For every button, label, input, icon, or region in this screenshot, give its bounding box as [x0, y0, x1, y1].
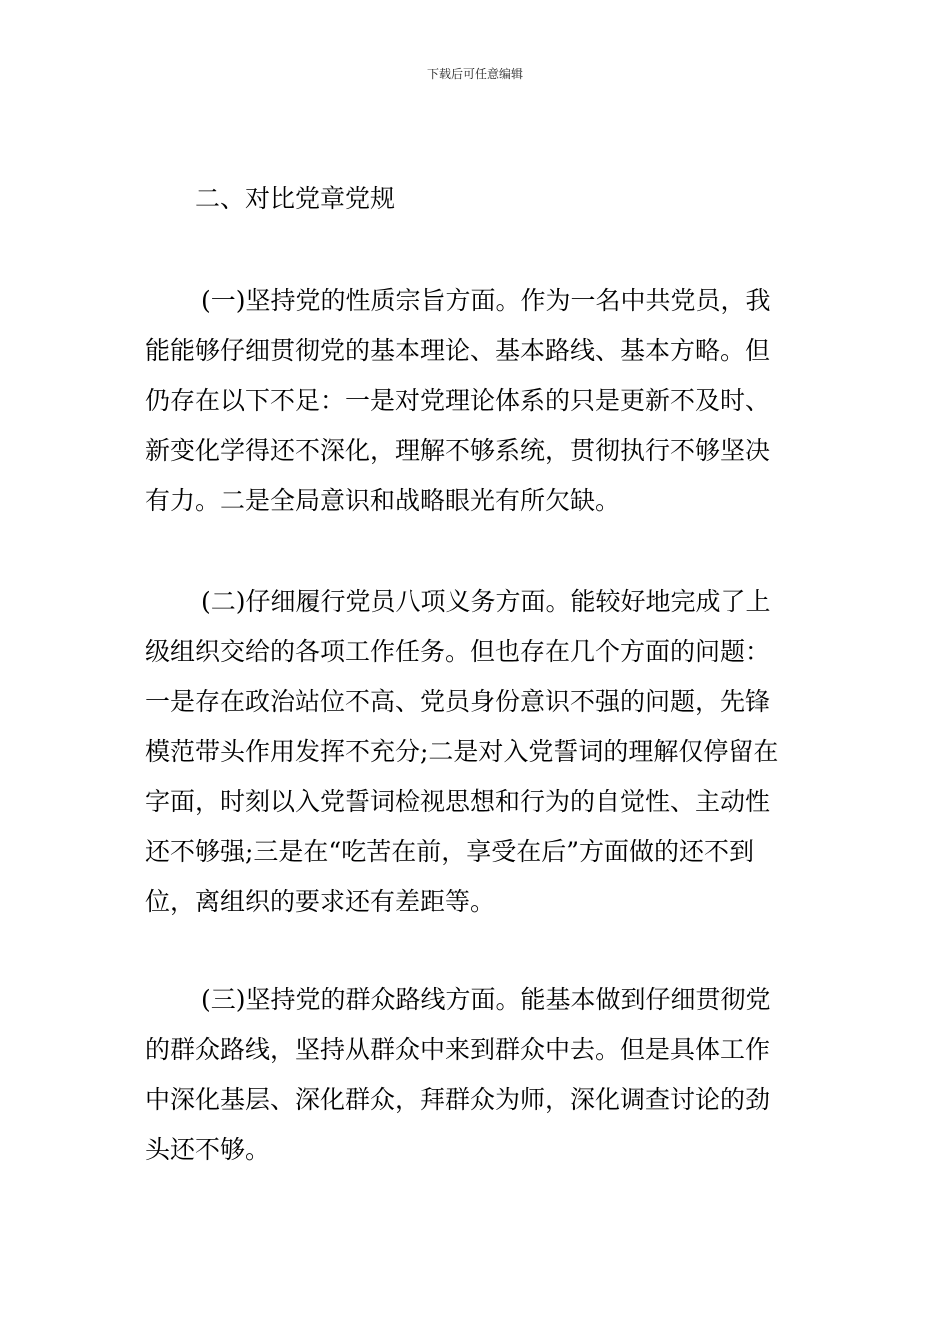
paragraph-line: 级组织交给的各项工作任务。但也存在几个方面的问题：	[145, 637, 771, 666]
paragraph-line: 能能够仔细贯彻党的基本理论、基本路线、基本方略。但	[145, 336, 771, 365]
page-header-note: 下载后可任意编辑	[426, 67, 523, 81]
paragraph-line: (一)坚持党的性质宗旨方面。作为一名中共党员，我	[201, 286, 771, 315]
paragraph-line: 中深化基层、深化群众，拜群众为师，深化调查讨论的劲	[145, 1085, 771, 1114]
paragraph-line: 字面，时刻以入党誓词检视思想和行为的自觉性、主动性	[145, 787, 771, 816]
paragraph-line: 模范带头作用发挥不充分;二是对入党誓词的理解仅停留在	[145, 737, 779, 766]
paragraph-line: 位，离组织的要求还有差距等。	[145, 887, 496, 916]
paragraph-mass-line	[145, 975, 771, 1175]
section-heading: 二、对比党章党规	[195, 184, 396, 213]
paragraph-line: 还不够强;三是在“吃苦在前，享受在后”方面做的还不到	[145, 837, 754, 866]
paragraph-line: 头还不够。	[145, 1135, 271, 1164]
paragraph-line: 新变化学得还不深化，理解不够系统，贯彻执行不够坚决	[145, 436, 771, 465]
paragraph-line: 有力。二是全局意识和战略眼光有所欠缺。	[145, 486, 621, 515]
paragraph-party-nature	[145, 276, 771, 526]
paragraph-line: 仍存在以下不足：一是对党理论体系的只是更新不及时、	[145, 386, 771, 415]
paragraph-line: 的群众路线，坚持从群众中来到群众中去。但是具体工作	[145, 1035, 771, 1064]
paragraph-line: (三)坚持党的群众路线方面。能基本做到仔细贯彻党	[201, 985, 771, 1014]
paragraph-line: 一是存在政治站位不高、党员身份意识不强的问题，先锋	[145, 687, 771, 716]
paragraph-member-duties	[145, 577, 778, 927]
paragraph-line: (二)仔细履行党员八项义务方面。能较好地完成了上	[201, 587, 771, 616]
